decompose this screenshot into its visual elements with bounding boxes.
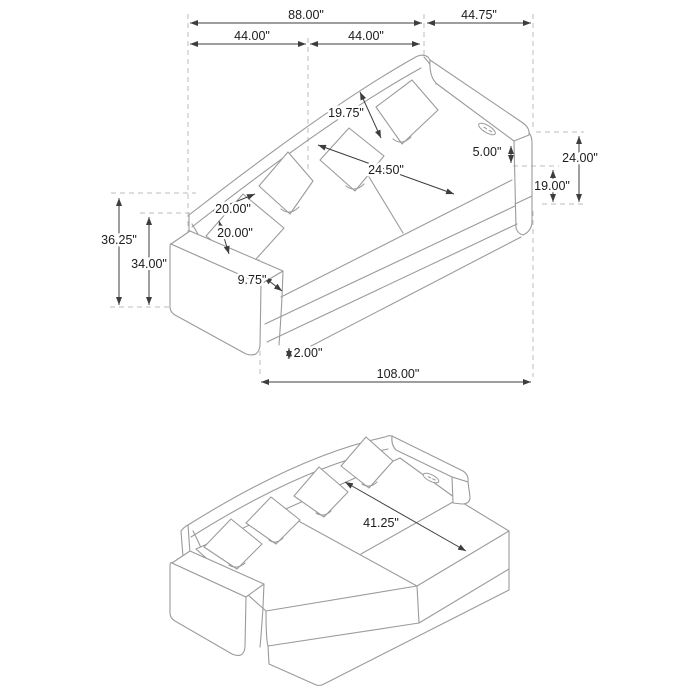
dim-label-back-height: 34.00" [131, 257, 167, 271]
dim-overall-depth [427, 8, 531, 23]
back-pillow-3 [320, 128, 384, 191]
dim-overall-height [101, 198, 137, 305]
sofa-sleeper-view [170, 436, 509, 686]
dim-total-length [261, 367, 531, 382]
dim-label-seat-right: 44.00" [348, 29, 384, 43]
left-arm [170, 231, 283, 355]
dim-label-arm-height: 24.00" [562, 151, 598, 165]
dim-arm-above-seat [473, 145, 511, 163]
dim-label-bed-depth: 41.25" [363, 516, 399, 530]
sleeper-outline [170, 436, 509, 686]
back-pillow-4 [376, 80, 438, 144]
dim-label-leg-height: 2.00" [293, 346, 323, 360]
dim-label-back-diagonal: 19.75" [328, 106, 364, 120]
dim-back-height [131, 217, 167, 305]
dim-label-total-length: 108.00" [376, 367, 420, 381]
dim-label-arm-above-seat: 5.00" [472, 145, 502, 159]
dim-label-seat-height: 19.00" [534, 179, 570, 193]
dim-label-seat-depth: 24.50" [368, 163, 404, 177]
dim-pillow-width [213, 194, 255, 216]
sofa-isometric-view [101, 8, 598, 382]
dim-label-pillow-height: 20.00" [217, 226, 253, 240]
dim-label-overall-depth: 44.75" [461, 8, 497, 22]
dim-overall-length [190, 8, 422, 23]
extension-lines [110, 14, 584, 377]
dim-label-pillow-width: 20.00" [215, 202, 251, 216]
dim-label-arm-width: 9.75" [237, 273, 267, 287]
dim-seat-height [534, 170, 570, 202]
dim-leg-height [289, 346, 322, 360]
back-pillow-2 [259, 152, 313, 214]
dim-back-diagonal [328, 92, 381, 138]
dim-seat-right [310, 29, 420, 44]
dim-seat-left [190, 29, 306, 44]
dim-label-seat-left: 44.00" [234, 29, 270, 43]
dim-label-overall-length: 88.00" [288, 8, 324, 22]
dim-label-overall-height: 36.25" [101, 233, 137, 247]
